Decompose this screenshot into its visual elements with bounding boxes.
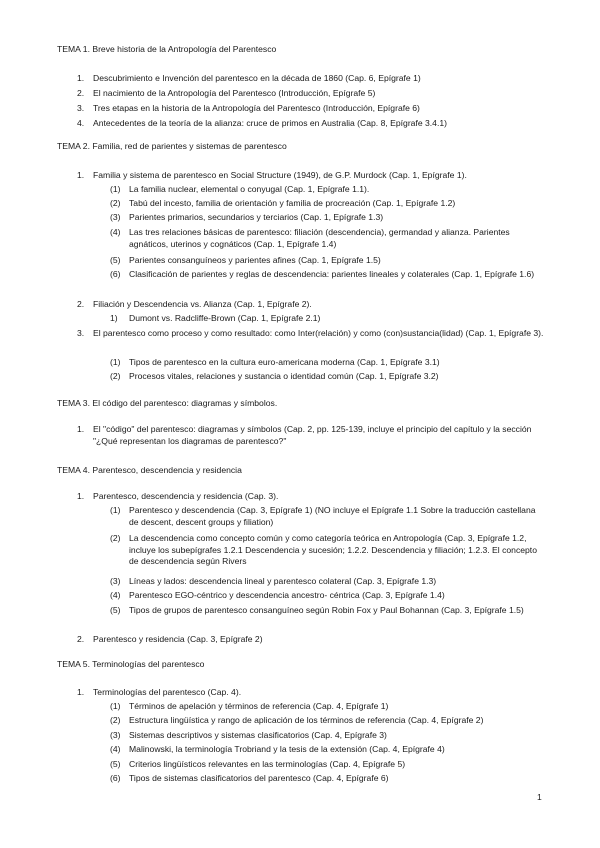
sub-item-number: (1) [110, 357, 121, 367]
item-text: El "código" del parentesco: diagramas y símbolos (Cap. 2, pp. 125-139, incluye el principio del capítulo y la sección "¿Qué representan los diagramas de parentesco?" [93, 424, 532, 446]
sub-item-text: Tipos de sistemas clasificatorios del parentesco (Cap. 4, Epígrafe 6) [129, 773, 389, 783]
item-text: Parentesco y residencia (Cap. 3, Epígrafe 2) [93, 634, 263, 644]
item-text: Antecedentes de la teoría de la alianza: cruce de primos en Australia (Cap. 8, Epígrafe 3.4.1) [93, 118, 447, 128]
sub-item-number: (2) [110, 371, 121, 381]
sub-item-text: Líneas y lados: descendencia lineal y parentesco colateral (Cap. 3, Epígrafe 1.3) [129, 576, 437, 586]
sub-item-text: Parientes consanguíneos y parientes afines (Cap. 1, Epígrafe 1.5) [129, 255, 381, 265]
sub-item-text: Parentesco y descendencia (Cap. 3, Epígrafe 1) (NO incluye el Epígrafe 1.1 Sobre la traducción castellana de descent, descent groups y filiation) [129, 505, 536, 527]
sub-item-text: Clasificación de parientes y reglas de descendencia: parientes lineales y colaterales (Cap. 1, Epígrafe 1.6) [129, 269, 535, 279]
item-text: Tres etapas en la historia de la Antropología del Parentesco (Introducción, Epígrafe 6) [93, 103, 420, 113]
sub-item-number: (4) [110, 590, 121, 600]
sub-item-number: (2) [110, 533, 121, 543]
tema-1-title: TEMA 1. Breve historia de la Antropología del Parentesco [57, 44, 277, 54]
sub-item-text: Tabú del incesto, familia de orientación y familia de procreación (Cap. 1, Epígrafe 1.2) [129, 198, 456, 208]
tema-3-title: TEMA 3. El código del parentesco: diagramas y símbolos. [57, 398, 278, 408]
item-number: 3. [77, 103, 85, 113]
item-text: Descubrimiento e Invención del parentesco en la década de 1860 (Cap. 6, Epígrafe 1) [93, 73, 421, 83]
item-number: 1. [77, 687, 85, 697]
item-text: Filiación y Descendencia vs. Alianza (Cap. 1, Epígrafe 2). [93, 299, 312, 309]
sub-item-text: Procesos vitales, relaciones y sustancia o identidad común (Cap. 1, Epígrafe 3.2) [129, 371, 439, 381]
tema-5-title: TEMA 5. Terminologías del parentesco [57, 659, 205, 669]
sub-item-number: (6) [110, 773, 121, 783]
sub-item-text: La descendencia como concepto común y como categoría teórica en Antropología (Cap. 3, Epígrafe 1.2, incluye los subepígrafes 1.2.1 Descendencia y sucesión; 1.2.2. Descendencia y filiación; 1.2.3. El concepto de descendencia según Rivers [129, 533, 537, 566]
sub-item-text: Tipos de parentesco en la cultura euro-americana moderna (Cap. 1, Epígrafe 3.1) [129, 357, 440, 367]
item-number: 1. [77, 73, 85, 83]
item-number: 1. [77, 424, 85, 434]
item-number: 1. [77, 170, 85, 180]
sub-item-number: (4) [110, 227, 121, 237]
sub-item-number: (5) [110, 605, 121, 615]
item-number: 1. [77, 491, 85, 501]
sub-item-number: (4) [110, 744, 121, 754]
item-number: 4. [77, 118, 85, 128]
item-number: 2. [77, 88, 85, 98]
item-number: 2. [77, 299, 85, 309]
sub-item-number: (6) [110, 269, 121, 279]
item-text: Parentesco, descendencia y residencia (Cap. 3). [93, 491, 279, 501]
sub-item-text: Términos de apelación y términos de referencia (Cap. 4, Epígrafe 1) [129, 701, 389, 711]
sub-item-number: (1) [110, 701, 121, 711]
sub-item-text: Estructura lingüística y rango de aplicación de los términos de referencia (Cap. 4, Epígrafe 2) [129, 715, 484, 725]
tema-2-title: TEMA 2. Familia, red de parientes y sistemas de parentesco [57, 141, 287, 151]
sub-item-text: Malinowski, la terminología Trobriand y la tesis de la extensión (Cap. 4, Epígrafe 4) [129, 744, 445, 754]
item-text: El parentesco como proceso y como resultado: como Inter(relación) y como (con)sustancia(lidad) (Cap. 1, Epígrafe 3). [93, 328, 544, 338]
sub-item-text: Dumont vs. Radcliffe-Brown (Cap. 1, Epígrafe 2.1) [129, 313, 321, 323]
sub-item-number: (2) [110, 198, 121, 208]
sub-item-text: Criterios lingüísticos relevantes en las terminologías (Cap. 4, Epígrafe 5) [129, 759, 406, 769]
item-number: 3. [77, 328, 85, 338]
sub-item-number: (5) [110, 255, 121, 265]
sub-item-text: Tipos de grupos de parentesco consanguíneo según Robin Fox y Paul Bohannan (Cap. 3, Epígrafe 1.5) [129, 605, 524, 615]
sub-item-number: (3) [110, 730, 121, 740]
sub-item-text: Las tres relaciones básicas de parentesco: filiación (descendencia), germandad y alianza. Parientes agnáticos, uterinos y cognáticos (Cap. 1, Epígrafe 1.4) [129, 227, 510, 249]
sub-item-text: Sistemas descriptivos y sistemas clasificatorios (Cap. 4, Epígrafe 3) [129, 730, 387, 740]
page-number: 1 [537, 792, 542, 802]
sub-item-text: La familia nuclear, elemental o conyugal (Cap. 1, Epígrafe 1.1). [129, 184, 370, 194]
sub-item-number: (1) [110, 505, 121, 515]
sub-item-number: (3) [110, 576, 121, 586]
sub-item-text: Parentesco EGO-céntrico y descendencia ancestro- céntrica (Cap. 3, Epígrafe 1.4) [129, 590, 445, 600]
tema-4-title: TEMA 4. Parentesco, descendencia y residencia [57, 465, 242, 475]
item-number: 2. [77, 634, 85, 644]
sub-item-number: (3) [110, 212, 121, 222]
sub-item-number: 1) [110, 313, 118, 323]
sub-item-number: (2) [110, 715, 121, 725]
item-text: Familia y sistema de parentesco en Social Structure (1949), de G.P. Murdock (Cap. 1, Epígrafe 1). [93, 170, 467, 180]
item-text: El nacimiento de la Antropología del Parentesco (Introducción, Epígrafe 5) [93, 88, 376, 98]
sub-item-number: (5) [110, 759, 121, 769]
sub-item-text: Parientes primarios, secundarios y terciarios (Cap. 1, Epígrafe 1.3) [129, 212, 384, 222]
item-text: Terminologías del parentesco (Cap. 4). [93, 687, 242, 697]
sub-item-number: (1) [110, 184, 121, 194]
